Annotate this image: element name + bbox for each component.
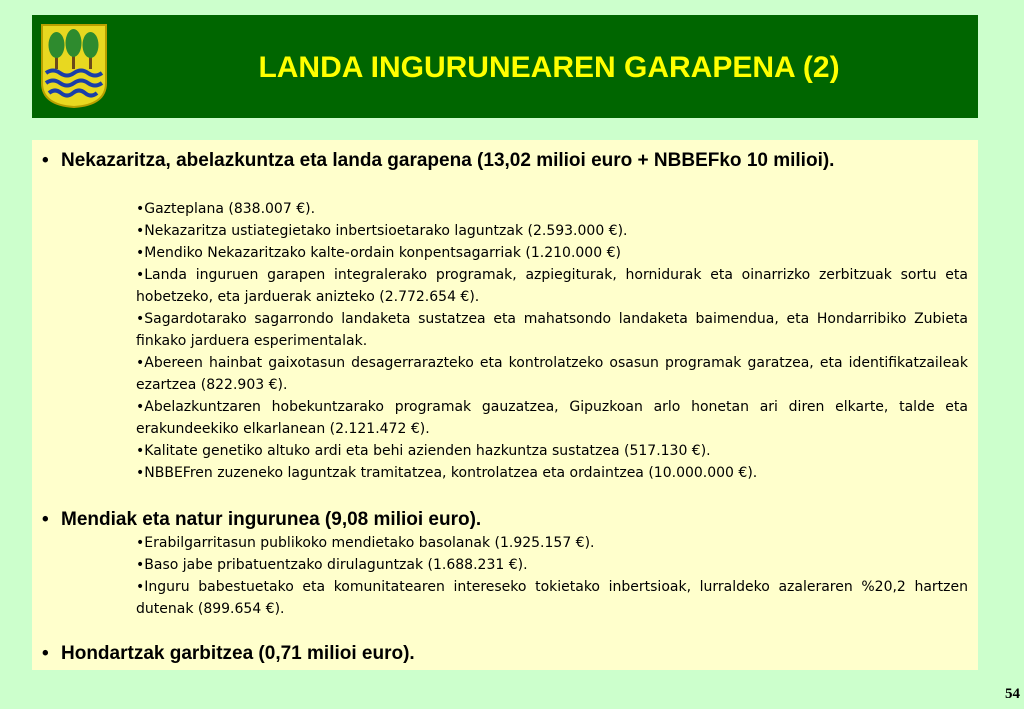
section-heading-mountains: [42, 507, 968, 533]
section-heading-text: Nekazaritza, abelazkuntza eta landa garapena (13,02 milioi euro + NBBEFko 10 milioi).: [61, 150, 835, 171]
bullet: •: [42, 509, 49, 530]
list-item: •Inguru babestuetako eta komunitatearen intereseko tokietako inbertsioak, lurraldeko azaleraren %20,2 hartzen dutenak (899.654 €).: [136, 579, 968, 617]
section-items-mountains: [136, 532, 968, 620]
list-item: •Baso jabe pribatuentzako dirulaguntzak (1.688.231 €).: [136, 557, 528, 573]
gipuzkoa-coat-of-arms-icon: [40, 23, 108, 109]
list-item: •Landa inguruen garapen integralerako programak, azpiegiturak, hornidurak eta oinarrizko zerbitzuak sortu eta hobetzeko, eta jarduerak anizteko (2.772.654 €).: [136, 267, 968, 305]
bullet: •: [42, 643, 49, 664]
list-item: •Mendiko Nekazaritzako kalte-ordain konpentsagarriak (1.210.000 €): [136, 245, 621, 261]
list-item: •Nekazaritza ustiategietako inbertsioetarako laguntzak (2.593.000 €).: [136, 223, 628, 239]
section-heading-beaches: [42, 641, 968, 667]
list-item: •Sagardotarako sagarrondo landaketa sustatzea eta mahatsondo landaketa baimendua, eta Hondarribiko Zubieta finkako jarduera esperimentalak.: [136, 311, 968, 349]
list-item: •Gazteplana (838.007 €).: [136, 201, 316, 217]
list-item: •Erabilgarritasun publikoko mendietako basolanak (1.925.157 €).: [136, 535, 595, 551]
content-box: [32, 140, 978, 670]
list-item: •NBBEFren zuzeneko laguntzak tramitatzea, kontrolatzea eta ordaintzea (10.000.000 €).: [136, 465, 758, 481]
list-item: •Abereen hainbat gaixotasun desagerrarazteko eta kontrolatzeko osasun programak garatzea, eta identifikatzaileak ezartzea (822.903 €).: [136, 355, 968, 393]
page-number: 54: [1005, 686, 1020, 702]
section-heading-text: Mendiak eta natur ingurunea (9,08 milioi euro).: [61, 509, 482, 530]
bullet: •: [42, 150, 49, 171]
section-heading-text: Hondartzak garbitzea (0,71 milioi euro).: [61, 643, 415, 664]
section-items-agriculture: [136, 198, 968, 484]
list-item: •Kalitate genetiko altuko ardi eta behi azienden hazkuntza sustatzea (517.130 €).: [136, 443, 711, 459]
list-item: •Abelazkuntzaren hobekuntzarako programak gauzatzea, Gipuzkoan arlo honetan ari diren elkarte, talde eta erakundeekiko elkarlanean (2.121.472 €).: [136, 399, 968, 437]
page-title: LANDA INGURUNEAREN GARAPENA (2): [258, 51, 840, 84]
header-banner: [32, 15, 978, 118]
section-heading-agriculture: [42, 148, 968, 174]
